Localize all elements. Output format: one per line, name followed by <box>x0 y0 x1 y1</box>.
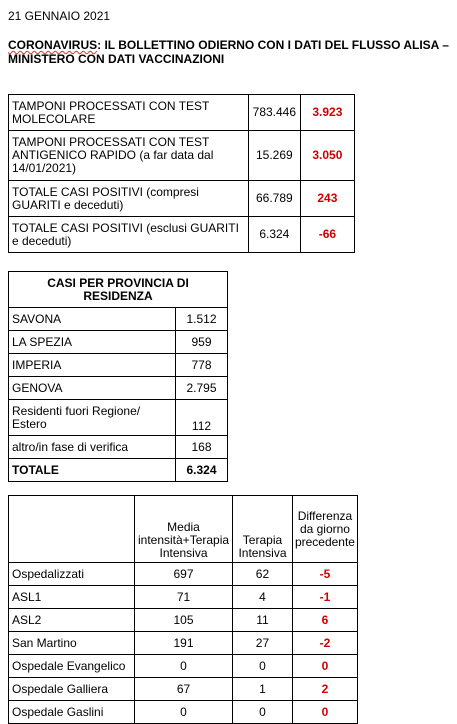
table-row <box>9 436 228 459</box>
table-row <box>9 131 355 181</box>
hospital-label: ASL1 <box>9 586 135 609</box>
table-row <box>9 701 358 724</box>
hospital-ti: 0 <box>233 655 293 678</box>
table-row <box>9 400 228 436</box>
hospital-media: 67 <box>134 678 232 701</box>
test-value: 15.269 <box>248 131 300 181</box>
table-row <box>9 377 228 400</box>
province-value: 2.795 <box>176 377 228 400</box>
hospital-media: 0 <box>134 655 232 678</box>
hospital-ti: 11 <box>233 609 293 632</box>
headline-prefix: CORONAVIRUS <box>8 38 98 52</box>
province-label: GENOVA <box>9 377 176 400</box>
table-row <box>9 459 228 482</box>
table-row <box>9 609 358 632</box>
test-label: TOTALE CASI POSITIVI (esclusi GUARITI e deceduti) <box>9 217 249 253</box>
hospitals-table <box>8 495 358 724</box>
province-label: altro/in fase di verifica <box>9 436 176 459</box>
table-header-row <box>9 272 228 308</box>
report-date: 21 GENNAIO 2021 <box>8 9 111 23</box>
header-media-intensita: Media intensità+Terapia Intensiva <box>134 496 232 563</box>
hospital-label: Ospedale Galliera <box>9 678 135 701</box>
hospital-diff: -1 <box>292 586 357 609</box>
table-row <box>9 563 358 586</box>
hospital-diff: 2 <box>292 678 357 701</box>
hospital-ti: 0 <box>233 701 293 724</box>
province-value: 778 <box>176 354 228 377</box>
test-value: 66.789 <box>248 181 300 217</box>
hospital-label: San Martino <box>9 632 135 655</box>
hospital-label: Ospedale Evangelico <box>9 655 135 678</box>
table-row <box>9 308 228 331</box>
test-label: TAMPONI PROCESSATI CON TEST ANTIGENICO RAPIDO (a far data dal 14/01/2021) <box>9 131 249 181</box>
hospital-media: 0 <box>134 701 232 724</box>
hospital-ti: 62 <box>233 563 293 586</box>
province-label: Residenti fuori Regione/ Estero <box>9 400 176 436</box>
test-delta: 243 <box>300 181 354 217</box>
table-row <box>9 331 228 354</box>
province-value: 1.512 <box>176 308 228 331</box>
headline-rest: : IL BOLLETTINO ODIERNO CON I DATI DEL FLUSSO ALISA – MINISTERO CON DATI VACCINAZIONI <box>8 38 449 66</box>
hospital-ti: 27 <box>233 632 293 655</box>
hospital-diff: 6 <box>292 609 357 632</box>
hospital-diff: 0 <box>292 701 357 724</box>
test-value: 783.446 <box>248 95 300 131</box>
province-total-label: TOTALE <box>9 459 176 482</box>
hospital-media: 71 <box>134 586 232 609</box>
hospital-label: Ospedalizzati <box>9 563 135 586</box>
provinces-table <box>8 271 228 482</box>
hospital-label: ASL2 <box>9 609 135 632</box>
table-row <box>9 586 358 609</box>
hospital-diff: -5 <box>292 563 357 586</box>
hospital-header-empty <box>9 496 135 563</box>
table-row <box>9 678 358 701</box>
hospital-media: 105 <box>134 609 232 632</box>
hospital-diff: 0 <box>292 655 357 678</box>
table-row <box>9 217 355 253</box>
tests-table <box>8 94 355 253</box>
province-label: SAVONA <box>9 308 176 331</box>
province-label: LA SPEZIA <box>9 331 176 354</box>
test-label: TAMPONI PROCESSATI CON TEST MOLECOLARE <box>9 95 249 131</box>
hospital-diff: -2 <box>292 632 357 655</box>
provinces-header: CASI PER PROVINCIA DI RESIDENZA <box>9 272 228 308</box>
headline <box>8 38 453 66</box>
table-row <box>9 354 228 377</box>
test-label: TOTALE CASI POSITIVI (compresi GUARITI e deceduti) <box>9 181 249 217</box>
header-terapia-intensiva: Terapia Intensiva <box>233 496 293 563</box>
hospital-label: Ospedale Gaslini <box>9 701 135 724</box>
table-row <box>9 95 355 131</box>
table-row <box>9 181 355 217</box>
hospital-media: 697 <box>134 563 232 586</box>
test-value: 6.324 <box>248 217 300 253</box>
table-row <box>9 655 358 678</box>
province-value: 112 <box>176 400 228 436</box>
table-header-row <box>9 496 358 563</box>
province-value: 168 <box>176 436 228 459</box>
province-total-value: 6.324 <box>176 459 228 482</box>
hospital-ti: 4 <box>233 586 293 609</box>
test-delta: -66 <box>300 217 354 253</box>
header-differenza: Differenza da giorno precedente <box>292 496 357 563</box>
test-delta: 3.050 <box>300 131 354 181</box>
hospital-media: 191 <box>134 632 232 655</box>
test-delta: 3.923 <box>300 95 354 131</box>
province-label: IMPERIA <box>9 354 176 377</box>
province-value: 959 <box>176 331 228 354</box>
table-row <box>9 632 358 655</box>
hospital-ti: 1 <box>233 678 293 701</box>
